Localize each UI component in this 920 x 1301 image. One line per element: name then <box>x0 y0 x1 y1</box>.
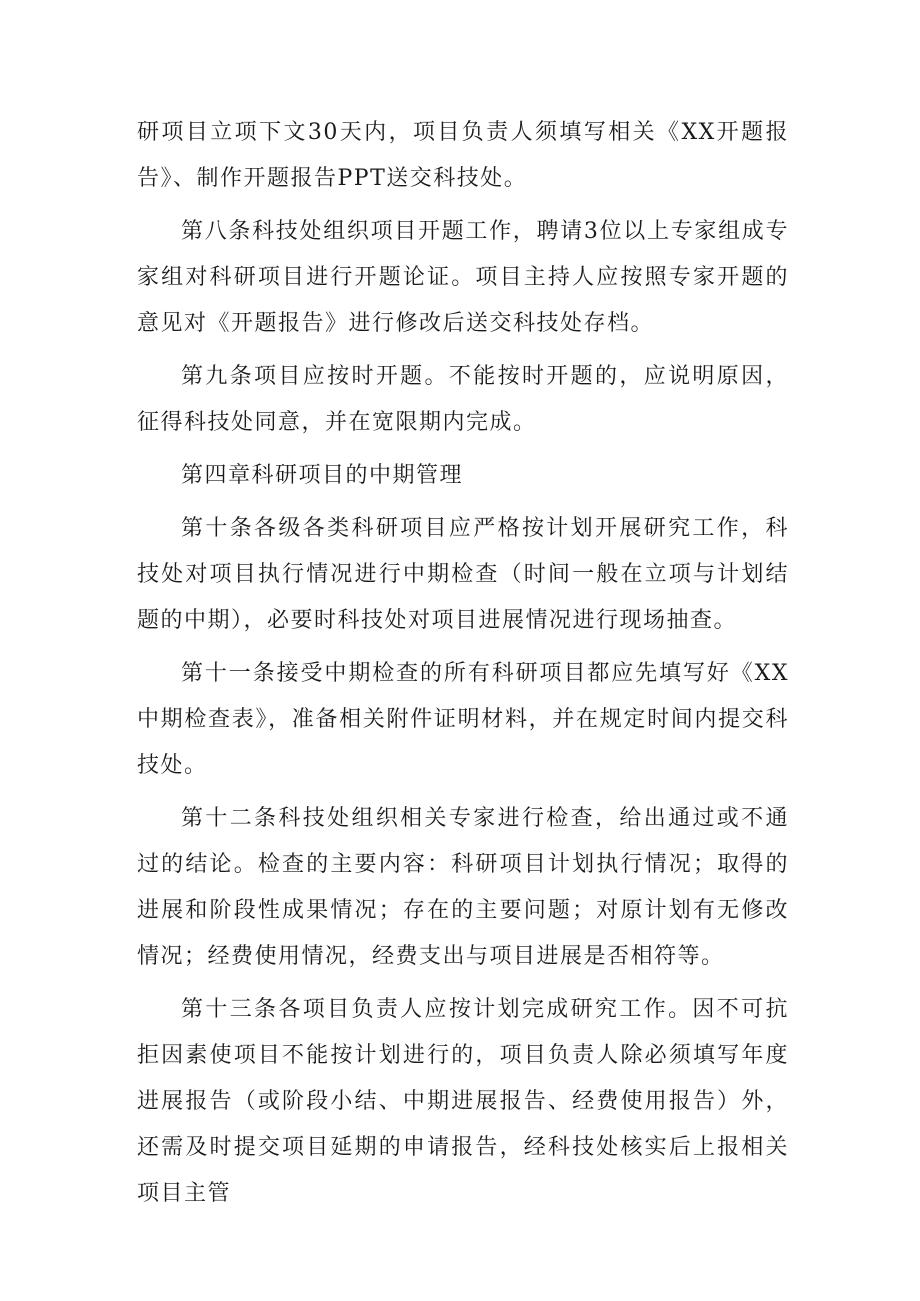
paragraph-article-8: 第八条科技处组织项目开题工作，聘请3位以上专家组成专家组对科研项目进行开题论证。项目主持人应按照专家开题的意见对《开题报告》进行修改后送交科技处存档。 <box>137 219 789 336</box>
paragraph-article-13: 第十三条各项目负责人应按计划完成研究工作。因不可抗拒因素使项目不能按计划进行的，项目负责人除必须填写年度进展报告（或阶段小结、中期进展报告、经费使用报告）外，还需及时提交项目延期的申请报告，经科技处核实后上报相关项目主管 <box>137 997 789 1206</box>
paragraph-article-11: 第十一条接受中期检查的所有科研项目都应先填写好《XX中期检查表》，准备相关附件证明材料，并在规定时间内提交科技处。 <box>137 661 789 778</box>
paragraph-continued: 研项目立项下文30天内，项目负责人须填写相关《XX开题报告》、制作开题报告PPT送交科技处。 <box>137 120 789 191</box>
paragraph-article-10: 第十条各级各类科研项目应严格按计划开展研究工作，科技处对项目执行情况进行中期检查（时间一般在立项与计划结题的中期），必要时科技处对项目进展情况进行现场抽查。 <box>137 516 789 633</box>
document-body <box>137 110 789 1224</box>
chapter-heading: 第四章科研项目的中期管理 <box>181 463 464 488</box>
paragraph-article-9: 第九条项目应按时开题。不能按时开题的，应说明原因，征得科技处同意，并在宽限期内完成。 <box>137 364 789 435</box>
paragraph-article-12: 第十二条科技处组织相关专家进行检查，给出通过或不通过的结论。检查的主要内容：科研项目计划执行情况；取得的进展和阶段性成果情况；存在的主要问题；对原计划有无修改情况；经费使用情况，经费支出与项目进展是否相符等。 <box>137 806 789 969</box>
